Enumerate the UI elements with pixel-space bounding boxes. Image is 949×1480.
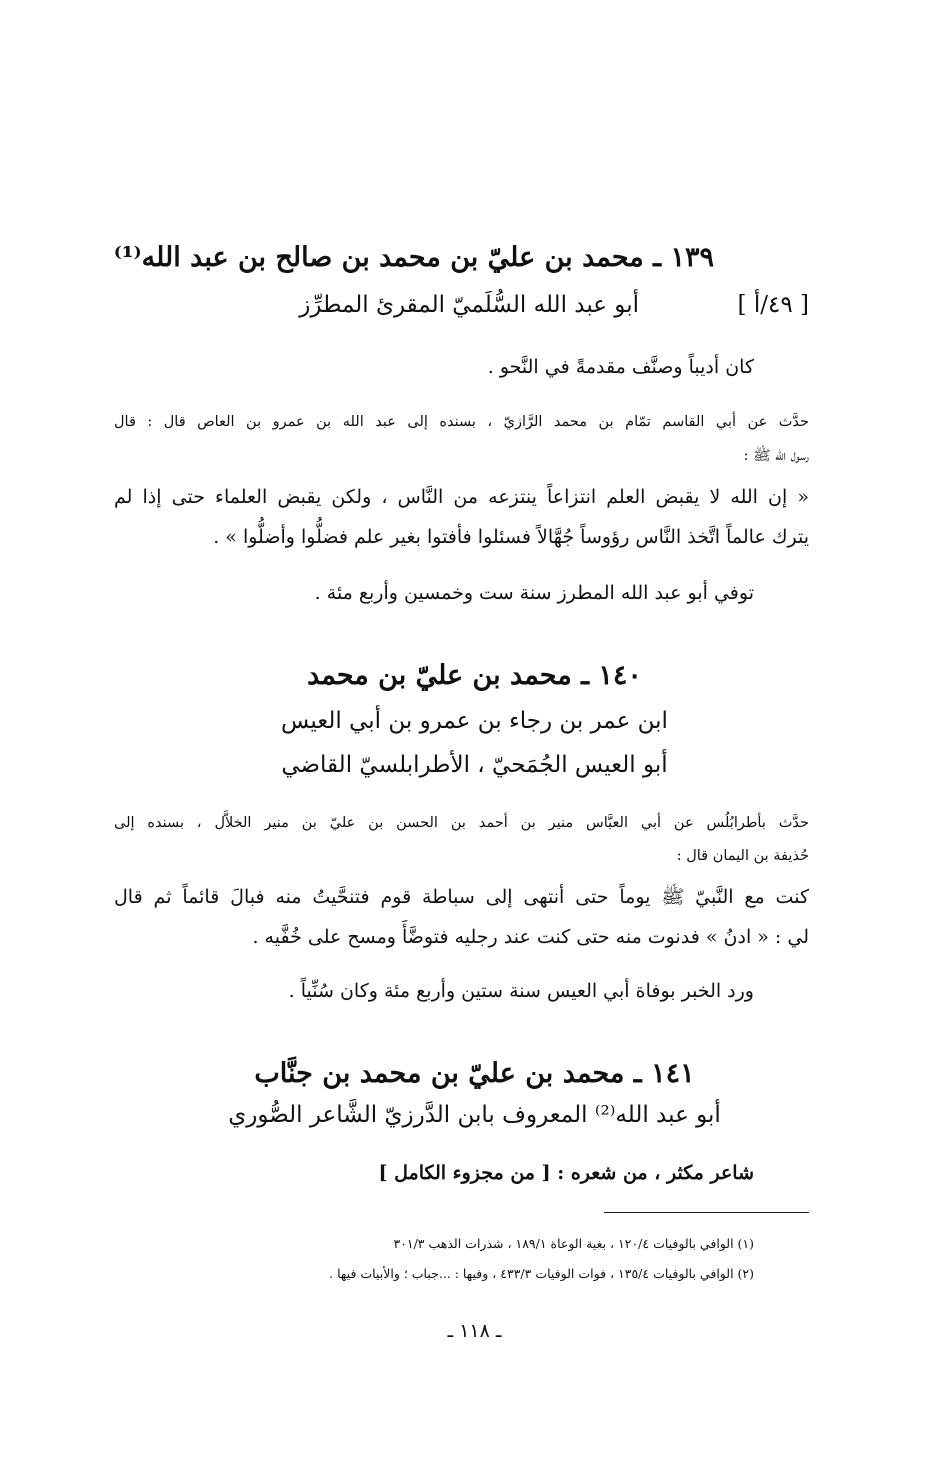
footnote-divider bbox=[604, 1212, 809, 1213]
entry-140-hadith-line-2: لي : « ادنُ » فدنوت منه حتى كنت عند رجليه فتوضَّأَ ومسح على خُفَّيه . bbox=[252, 926, 809, 948]
entry-139-hadith-line-2: يترك عالماً اتَّخذ النَّاس رؤوساً جُهَّالاً فسئلوا فأفتوا بغير علم فضلُّوا وأضلُّوا » . bbox=[213, 526, 809, 548]
entry-141-poetry-intro: شاعر مكثر ، من شعره : [ من مجزوء الكامل ] bbox=[378, 1162, 754, 1184]
entry-139-hadith-line-1: « إن الله لا يقبض العلم انتزاعاً ينتزعه من النَّاس ، ولكن يقبض العلماء حتى إذا لم bbox=[114, 486, 809, 508]
page-number: ـ ١١٨ ـ bbox=[447, 1320, 502, 1342]
entry-139-isnad-line-1: حدَّث عن أبي القاسم تمّام بن محمد الرَّازيّ ، بسنده إلى عبد الله بن عمرو بن العاص قال : قال bbox=[114, 414, 809, 430]
entry-140-death: ورد الخبر بوفاة أبي العيس سنة ستين وأربع مئة وكان سُنِّياً . bbox=[288, 980, 754, 1002]
entry-140-isnad-line-2: حُذيفة بن اليمان قال : bbox=[676, 848, 809, 864]
entry-140-heading: ١٤٠ ـ محمد بن عليّ بن محمد bbox=[307, 660, 642, 691]
entry-141-heading: ١٤١ ـ محمد بن عليّ بن محمد بن جنَّاب bbox=[254, 1058, 695, 1089]
footnote-2: (٢) الوافي بالوفيات ١٣٥/٤ ، فوات الوفيات ٤٣٣/٣ ، وفيها : ...جباب ؛ والأبيات فيها . bbox=[329, 1266, 754, 1281]
entry-139-isnad-line-2: رسول الله ﷺ : bbox=[743, 448, 809, 464]
entry-141-subtitle: أبو عبد الله⁽²⁾ المعروف بابن الدَّرزيّ الشَّاعر الصُّوري bbox=[228, 1102, 721, 1128]
entry-140-lineage: ابن عمر بن رجاء بن عمرو بن أبي العيس bbox=[281, 708, 668, 734]
entry-139-subtitle: أبو عبد الله السُّلَميّ المقرئ المطرِّز bbox=[299, 292, 639, 318]
folio-marker: [ ٤٩/أ ] bbox=[737, 292, 809, 318]
entry-139-death: توفي أبو عبد الله المطرز سنة ست وخمسين وأربع مئة . bbox=[314, 582, 754, 604]
entry-139-bio: كان أديباً وصنَّف مقدمةً في النَّحو . bbox=[487, 356, 754, 378]
entry-139-heading: ١٣٩ ـ محمد بن عليّ بن محمد بن صالح بن عبد الله⁽¹⁾ bbox=[113, 242, 714, 273]
entry-140-hadith-line-1: كنت مع النَّبيّ ﷺ يوماً حتى أنتهى إلى سباطة قوم فتنحَّيتُ منه فبالَ قائماً ثم قال bbox=[114, 886, 809, 908]
entry-140-kunya: أبو العيس الجُمَحيّ ، الأطرابلسيّ القاضي bbox=[281, 752, 668, 778]
footnote-1: (١) الوافي بالوفيات ١٢٠/٤ ، بغية الوعاة ١٨٩/١ ، شذرات الذهب ٣٠١/٣ bbox=[393, 1236, 754, 1251]
entry-140-isnad-line-1: حدَّث بأطرابُلُس عن أبي العبَّاس منير بن أحمد بن الحسن بن عليّ بن منير الخلاَّل ، بسنده إلى bbox=[114, 815, 809, 831]
